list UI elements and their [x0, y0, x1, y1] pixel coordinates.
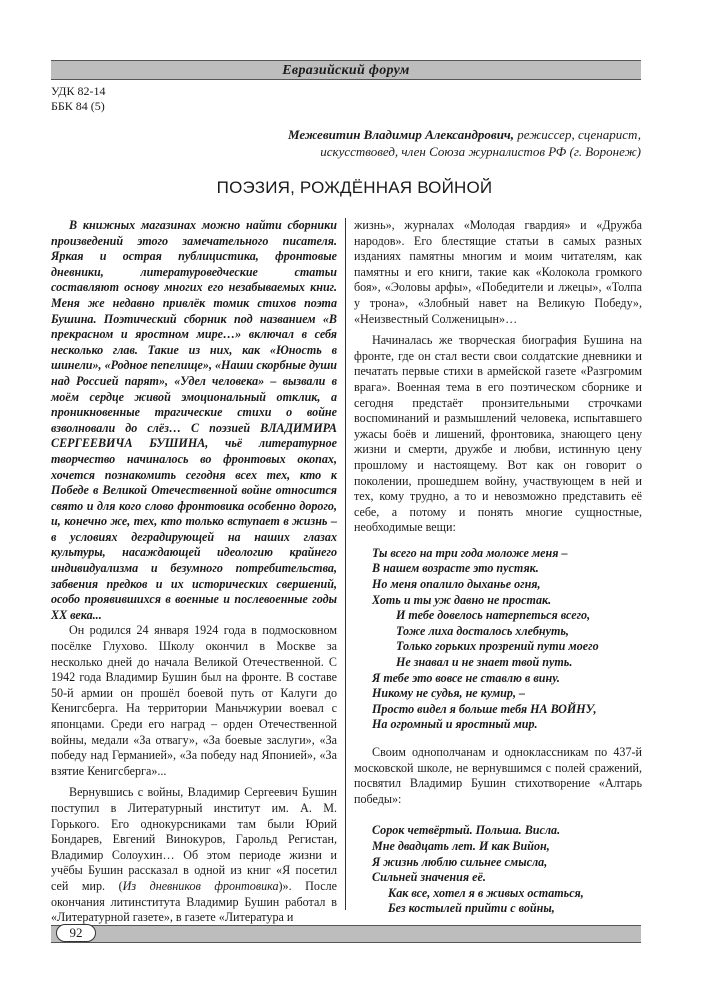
classification-codes — [51, 84, 105, 114]
book-subtitle: Из дневников фронтовика — [122, 878, 279, 893]
paragraph-institute-part-1: Вернувшись с войны, Владимир Сергеевич Бушин поступил в Литературный институт им. А. М. Горького. Его однокурсниками там были Юрий Бондарев, Евгений Винокуров, Гарольд Регистан, Владимир Солоухин… Об этом периоде жизни и учёбы Бушин рассказал в одной из книг «Я посетил сей мир. ( — [51, 785, 337, 893]
poem-line: Просто видел я больше тебя НА ВОЙНУ, — [372, 701, 597, 716]
bbk-code: ББК 84 (5) — [51, 99, 105, 113]
poem-line: Тоже лиха досталось хлебнуть, — [396, 623, 569, 638]
journal-header — [51, 60, 641, 80]
page-number: 92 — [56, 924, 96, 942]
author-role-2: искусствовед, член Союза журналистов РФ (г. Воронеж) — [320, 144, 641, 159]
author-block — [171, 126, 641, 160]
poem-one — [372, 546, 642, 733]
poem-line: Не знавал и не знает твой путь. — [396, 655, 573, 670]
poem-line: Мне двадцать лет. И как Вийон, — [372, 838, 550, 853]
poem-two — [372, 823, 642, 917]
author-name: Межевитин Владимир Александрович, — [288, 127, 515, 142]
poem-line: Но меня опалило дыханье огня, — [372, 577, 541, 592]
article-title: ПОЭЗИЯ, РОЖДЁННАЯ ВОЙНОЙ — [216, 178, 493, 197]
poem-line: Сорок четвёртый. Польша. Висла. — [372, 823, 561, 838]
poem-line: Как все, хотел я в живых остаться, — [388, 885, 584, 900]
paragraph-institute-part-2: )». После окончания литинститута Владимир Бушин работал в «Литературной газете», в газете «Литература и — [51, 878, 337, 925]
poem-line: Я жизнь люблю сильнее смысла, — [372, 854, 548, 869]
poem-line: Ты всего на три года моложе меня – — [372, 545, 568, 560]
paragraph-frontline: Начиналась же творческая биография Бушина на фронте, где он стал вести свои солдатские дневники и печатать первые стихи в армейской газете «Разгромим врага». Военная тема в его поэтическом сборнике и сегодня предстаёт пронзительными строчками воспоминаний и размышлений человека, испытавшего ужасы боёв и лишений, фронтовика, знающего цену жизни и смерти, дружбе и любви, истинную цену прошлому и настоящему. Вот как он говорит о поколении, прошедшем войну, участвующем в ней и тех, кому трудно, а то и невозможно представить её себе, а потому и понять многие сущностные, необходимые вещи: — [354, 333, 642, 535]
right-column — [354, 218, 642, 917]
poem-line: Никому не судья, не кумир, – — [372, 686, 526, 701]
paragraph-institute — [51, 785, 337, 925]
poem-line: Без костылей прийти с войны, — [388, 901, 555, 916]
paragraph-continuation: жизнь», журналах «Молодая гвардия» и «Дружба народов». Его блестящие статьи в самых разных изданиях памятны многим и моим читателям, как памятны и его книги, такие как «Колокола громкого боя», «Эоловы арфы», «Победители и лжецы», «Толпа у трона», «Злобный навет на Великую Победу», «Неизвестный Солженицын»… — [354, 218, 642, 326]
poem-line: Только горьких прозрений пути моего — [396, 639, 599, 654]
paragraph-biography: Он родился 24 января 1924 года в подмосковном посёлке Глухово. Школу окончил в Москве за несколько дней до начала Великой Отечественной. С 1942 года Владимир Бушин был на фронте. В составе 50-й армии он прошёл боевой путь от Калуги до Кенигсберга. На территории Маньчжурии воевал с японцами. Среди его наград – орден Отечественной войны, медали «За отвагу», «За боевые заслуги», «За победу над Германией», «За победу над Японией», «За взятие Кенигсберга»... — [51, 623, 337, 778]
footer-band — [51, 925, 641, 943]
journal-name: Евразийский форум — [282, 63, 410, 78]
poem-line: Хоть и ты уж давно не простак. — [372, 592, 552, 607]
poem-line: В нашем возрасте это пустяк. — [372, 561, 539, 576]
poem-line: Я тебе это вовсе не ставлю в вину. — [372, 670, 560, 685]
author-role-1: режиссер, сценарист, — [517, 127, 641, 142]
lead-paragraph: В книжных магазинах можно найти сборники произведений этого замечательного писателя. Яркая и острая публицистика, фронтовые дневники, литературоведческие статьи составляют основу многих его незабываемых книг. Меня же недавно привлёк томик стихов поэта Бушина. Поэтический сборник под названием «В прекрасном и яростном мире…» включал в себя несколько глав. Такие из них, как «Юность в шинели», «Родное пепелище», «Наши скорбные души над Россией парят», «Удел человека» – вызвали в моём сердце живой эмоциональный отклик, а проникновенные трагические стихи о войне взволновали до слёз… С поэзией ВЛАДИМИРА СЕРГЕЕВИЧА БУШИНА, чьё литературное творчество начиналось во фронтовых окопах, хочется познакомить сегодня всех тех, кто к Победе в Великой Отечественной войне относится свято и для кого слово фронтовика особенно дорого, и, конечно же, тех, кто только вступает в жизнь – в условиях деградирующей на наших глазах культуры, насаждающей идеологию крайнего индивидуализма и безумного потребительства, забвения предков и их исторических свершений, особо проявившихся в военные и послевоенные годы XX века... — [51, 218, 337, 622]
poem-line: И тебе довелось натерпеться всего, — [396, 608, 591, 623]
left-column — [51, 218, 337, 926]
poem-line: Сильней значения её. — [372, 870, 486, 885]
paragraph-dedication: Своим однополчанам и одноклассникам по 437-й московской школе, не вернувшимся с полей сражений, посвятил Владимир Бушин стихотворение «Алтарь победы»: — [354, 745, 642, 806]
poem-line: На огромный и яростный мир. — [372, 717, 538, 732]
udk-code: УДК 82-14 — [51, 84, 106, 98]
column-divider — [345, 218, 346, 910]
